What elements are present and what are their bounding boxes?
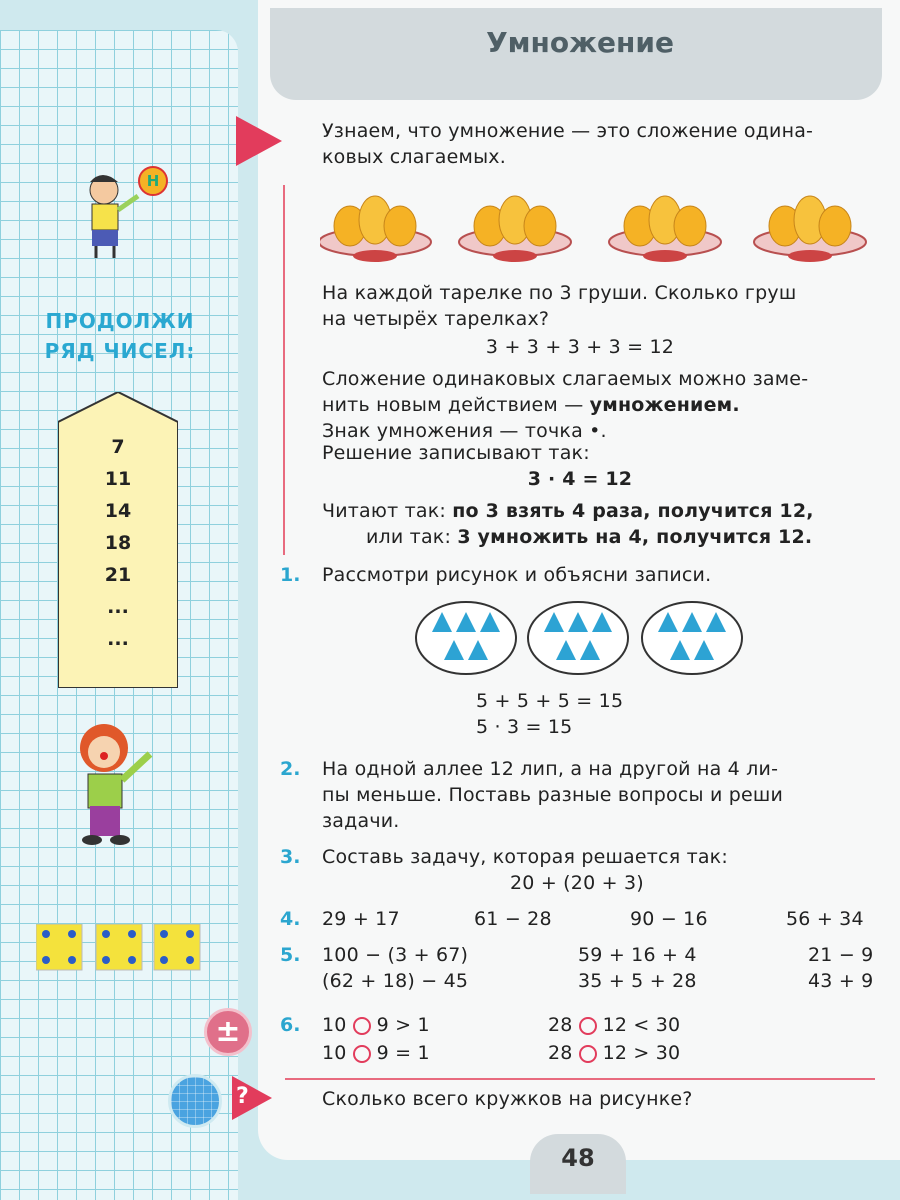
pears-problem-line1: На каждой тарелке по 3 груши. Сколько груш	[322, 282, 797, 304]
task4-item: 61 − 28	[474, 908, 552, 930]
task2-line1: На одной аллее 12 лип, а на другой на 4 ли-	[322, 758, 779, 780]
badge-h-icon	[138, 166, 168, 196]
task6-left: 28	[548, 1014, 573, 1036]
task6-left: 28	[548, 1042, 573, 1064]
task6-right: 9 > 1	[376, 1014, 430, 1036]
read-line2	[366, 524, 812, 550]
task6-left: 10	[322, 1014, 347, 1036]
rule-line1: Сложение одинаковых слагаемых можно заме-	[322, 368, 809, 390]
series-value: 18	[104, 532, 132, 554]
task6-expr	[322, 1040, 430, 1066]
task6-expr	[322, 1012, 430, 1038]
task3-text: Составь задачу, которая решается так:	[322, 846, 728, 868]
series-value: ...	[107, 596, 129, 618]
badge-letter: Н	[146, 172, 160, 190]
task4-item: 29 + 17	[322, 908, 400, 930]
page-number: 48	[530, 1134, 626, 1194]
read-line1-bold: по 3 взять 4 раза, получится 12,	[452, 500, 814, 522]
series-title	[30, 306, 210, 366]
task2-line3: задачи.	[322, 810, 400, 832]
rule-line2-bold: умножением.	[589, 394, 740, 416]
read-line1-text: Читают так:	[322, 500, 453, 522]
task5-item: 35 + 5 + 28	[578, 970, 697, 992]
task5-item: 21 − 9	[808, 944, 874, 966]
task6-right: 9 = 1	[376, 1042, 430, 1064]
page-title: Умножение	[486, 26, 674, 59]
task5-item: (62 + 18) − 45	[322, 970, 469, 992]
plus-minus-symbol: ±	[215, 1014, 241, 1049]
rule-line2	[322, 392, 740, 418]
triangles-illustration	[414, 598, 754, 678]
series-title-line2: РЯД ЧИСЕЛ:	[44, 339, 196, 363]
rule-margin-line	[283, 185, 285, 555]
task6-right: 12 > 30	[602, 1042, 681, 1064]
pears-problem-line2: на четырёх тарелках?	[322, 308, 550, 330]
compare-circle-icon	[579, 1045, 597, 1063]
rule-equation: 3 · 4 = 12	[527, 468, 633, 490]
task-number: 6.	[280, 1014, 301, 1036]
task-number: 3.	[280, 846, 301, 868]
task3-expression: 20 + (20 + 3)	[510, 872, 644, 894]
task-number: 5.	[280, 944, 301, 966]
series-value: 14	[104, 500, 132, 522]
series-title-line1: ПРОДОЛЖИ	[45, 309, 195, 333]
task4-item: 56 + 34	[786, 908, 864, 930]
compare-circle-icon	[353, 1045, 371, 1063]
task1-equation2: 5 · 3 = 15	[476, 716, 573, 738]
intro-line1: Узнаем, что умножение — это сложение одина-	[322, 120, 814, 142]
grid-ball-icon	[168, 1074, 222, 1128]
task4-item: 90 − 16	[630, 908, 708, 930]
task6-expr	[548, 1040, 680, 1066]
plus-minus-icon	[204, 1008, 252, 1056]
task-number: 4.	[280, 908, 301, 930]
question-divider	[285, 1078, 875, 1080]
read-line2-text: или так:	[366, 526, 458, 548]
task-number: 1.	[280, 564, 301, 586]
intro-line2: ковых слагаемых.	[322, 146, 506, 168]
task1-equation1: 5 + 5 + 5 = 15	[476, 690, 624, 712]
pear-plates-illustration	[320, 180, 880, 272]
task5-item: 100 − (3 + 67)	[322, 944, 469, 966]
question-mark: ?	[236, 1084, 249, 1109]
series-value: ...	[107, 628, 129, 650]
series-value: 21	[104, 564, 132, 586]
task6-right: 12 < 30	[602, 1014, 681, 1036]
task2-line2: пы меньше. Поставь разные вопросы и реши	[322, 784, 784, 806]
rule-line4: Решение записывают так:	[322, 442, 590, 464]
series-value: 11	[104, 468, 132, 490]
pears-equation: 3 + 3 + 3 + 3 = 12	[485, 336, 675, 358]
read-line1	[322, 498, 814, 524]
rule-line2-text: нить новым действием —	[322, 394, 590, 416]
task5-item: 59 + 16 + 4	[578, 944, 697, 966]
task6-left: 10	[322, 1042, 347, 1064]
read-line2-bold: 3 умножить на 4, получится 12.	[457, 526, 813, 548]
dice-illustration	[36, 924, 204, 972]
rule-line3: Знак умножения — точка •.	[322, 420, 607, 442]
series-value: 7	[111, 436, 125, 458]
compare-circle-icon	[579, 1017, 597, 1035]
task-number: 2.	[280, 758, 301, 780]
compare-circle-icon	[353, 1017, 371, 1035]
task1-text: Рассмотри рисунок и объясни записи.	[322, 564, 712, 586]
clown-illustration	[66, 718, 166, 848]
task6-expr	[548, 1012, 680, 1038]
task5-item: 43 + 9	[808, 970, 874, 992]
pointer-arrow-icon	[236, 116, 282, 166]
question-text: Сколько всего кружков на рисунке?	[322, 1088, 693, 1110]
